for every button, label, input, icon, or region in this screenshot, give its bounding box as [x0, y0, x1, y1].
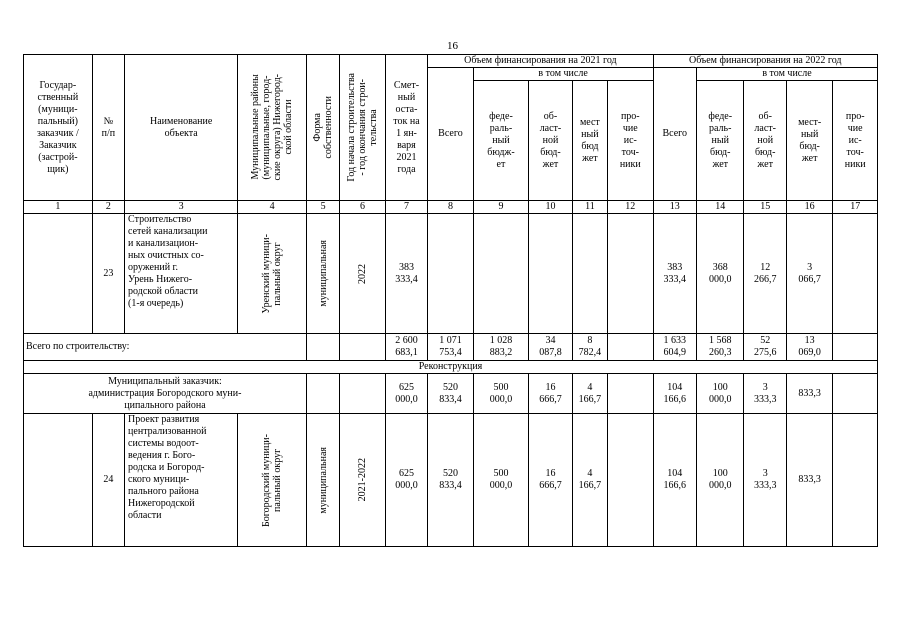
- cell-other-2022: [833, 374, 878, 414]
- cell-ownership: муниципальная: [306, 214, 339, 334]
- header-incl-2022: в том числе: [696, 68, 877, 81]
- cell-federal-2021: [473, 214, 529, 334]
- header-no: № п/п: [92, 55, 124, 201]
- cell-estimate: 2 600 683,1: [385, 334, 427, 361]
- cell-federal-2022: 100 000,0: [696, 414, 744, 547]
- header-federal-2021: феде- раль- ный бюдж- ет: [473, 81, 529, 201]
- cell-local-2021: 8 782,4: [572, 334, 607, 361]
- cell-estimate: 625 000,0: [385, 414, 427, 547]
- cell-district: Богородский муници- пальный округ: [238, 414, 307, 547]
- header-row-1: [24, 55, 878, 68]
- cell-other-2021: [608, 374, 653, 414]
- col-num: 6: [340, 201, 385, 214]
- col-num: 2: [92, 201, 124, 214]
- table-row-23: [24, 214, 878, 334]
- header-object-name: Наименование объекта: [125, 55, 238, 201]
- header-fin-2021: Объем финансирования на 2021 год: [428, 55, 653, 68]
- cell-federal-2022: 368 000,0: [696, 214, 744, 334]
- cell-other-2021: [608, 414, 653, 547]
- page-number: 16: [447, 40, 458, 52]
- cell-local-2022: 833,3: [786, 374, 832, 414]
- col-num: 9: [473, 201, 529, 214]
- cell-customer: [24, 414, 93, 547]
- cell-local-2021: 4 166,7: [572, 414, 607, 547]
- cell-federal-2022: 1 568 260,3: [696, 334, 744, 361]
- cell-regional-2021: 16 666,7: [529, 374, 572, 414]
- cell-years: 2022: [340, 214, 385, 334]
- financing-table: [23, 54, 878, 547]
- cell-regional-2021: 34 087,8: [529, 334, 572, 361]
- header-total-2022: Всего: [653, 68, 696, 201]
- cell-other-2022: [833, 334, 878, 361]
- header-total-2021: Всего: [428, 68, 473, 201]
- table-row-total-construction: [24, 334, 878, 361]
- cell-local-2021: 4 166,7: [572, 374, 607, 414]
- cell-regional-2022: 3 333,3: [744, 414, 786, 547]
- col-num: 15: [744, 201, 786, 214]
- col-num: 7: [385, 201, 427, 214]
- cell-federal-2021: 500 000,0: [473, 414, 529, 547]
- column-numbers-row: [24, 201, 878, 214]
- header-incl-2021: в том числе: [473, 68, 653, 81]
- col-num: 17: [833, 201, 878, 214]
- header-customer: Государ- ственный (муници- пальный) заказчик / Заказчик (застрой- щик): [24, 55, 93, 201]
- col-num: 3: [125, 201, 238, 214]
- cell-regional-2021: 16 666,7: [529, 414, 572, 547]
- cell-local-2022: 833,3: [786, 414, 832, 547]
- header-other-2021: про- чие ис- точ- ники: [608, 81, 653, 201]
- cell-total-2021: 1 071 753,4: [428, 334, 473, 361]
- col-num: 4: [238, 201, 307, 214]
- header-districts: Муниципальные районы (муниципальные, город- ские округа) Нижегород- ской области: [238, 55, 307, 201]
- cell-estimate: 383 333,4: [385, 214, 427, 334]
- cell-total-2021: 520 833,4: [428, 374, 473, 414]
- col-num: 11: [572, 201, 607, 214]
- cell-years: 2021-2022: [340, 414, 385, 547]
- col-num: 14: [696, 201, 744, 214]
- header-years: Год начала строительства - год окончания строи- тельства: [340, 55, 385, 201]
- header-federal-2022: феде- раль- ный бюд- жет: [696, 81, 744, 201]
- cell-federal-2021: 500 000,0: [473, 374, 529, 414]
- cell-regional-2022: 3 333,3: [744, 374, 786, 414]
- cell-total-2021: 520 833,4: [428, 414, 473, 547]
- cell-no: 23: [92, 214, 124, 334]
- cell-federal-2022: 100 000,0: [696, 374, 744, 414]
- cell-ownership: муниципальная: [306, 414, 339, 547]
- cell-total-2021: [428, 214, 473, 334]
- customer-label: Муниципальный заказчик: администрация Богородского муни- ципального района: [24, 374, 307, 414]
- col-num: 16: [786, 201, 832, 214]
- header-fin-2022: Объем финансирования на 2022 год: [653, 55, 877, 68]
- cell-local-2021: [572, 214, 607, 334]
- cell-total-2022: 104 166,6: [653, 414, 696, 547]
- cell-regional-2022: 52 275,6: [744, 334, 786, 361]
- cell-estimate: 625 000,0: [385, 374, 427, 414]
- cell-empty: [306, 334, 339, 361]
- cell-no: 24: [92, 414, 124, 547]
- cell-total-2022: 1 633 604,9: [653, 334, 696, 361]
- cell-district: Уренский муници- пальный округ: [238, 214, 307, 334]
- header-local-2022: мест- ный бюд- жет: [786, 81, 832, 201]
- cell-object-name: Строительство сетей канализации и канализацион- ных очистных со- оружений г. Урень Нижего- родской области (1-я очередь): [125, 214, 238, 334]
- header-other-2022: про- чие ис- точ- ники: [833, 81, 878, 201]
- cell-other-2022: [833, 414, 878, 547]
- table-row-24: [24, 414, 878, 547]
- cell-regional-2022: 12 266,7: [744, 214, 786, 334]
- header-regional-2022: об- ласт- ной бюд- жет: [744, 81, 786, 201]
- cell-customer: [24, 214, 93, 334]
- header-ownership: Форма собственности: [306, 55, 339, 201]
- col-num: 8: [428, 201, 473, 214]
- total-construction-label: Всего по строительству:: [24, 334, 307, 361]
- cell-total-2022: 383 333,4: [653, 214, 696, 334]
- cell-regional-2021: [529, 214, 572, 334]
- col-num: 5: [306, 201, 339, 214]
- cell-other-2022: [833, 214, 878, 334]
- table-row-customer: [24, 374, 878, 414]
- col-num: 12: [608, 201, 653, 214]
- cell-local-2022: 3 066,7: [786, 214, 832, 334]
- col-num: 1: [24, 201, 93, 214]
- cell-other-2021: [608, 334, 653, 361]
- col-num: 10: [529, 201, 572, 214]
- cell-federal-2021: 1 028 883,2: [473, 334, 529, 361]
- cell-object-name: Проект развития централизованной системы водоот- ведения г. Бого- родска и Богород- ского муници- пального района Нижегородской области: [125, 414, 238, 547]
- cell-empty: [340, 374, 385, 414]
- cell-empty: [340, 334, 385, 361]
- cell-total-2022: 104 166,6: [653, 374, 696, 414]
- cell-other-2021: [608, 214, 653, 334]
- cell-local-2022: 13 069,0: [786, 334, 832, 361]
- col-num: 13: [653, 201, 696, 214]
- header-local-2021: мест ный бюд жет: [572, 81, 607, 201]
- cell-empty: [306, 374, 339, 414]
- section-title: Реконструкция: [24, 361, 878, 374]
- header-estimate: Смет- ный оста- ток на 1 ян- варя 2021 года: [385, 55, 427, 201]
- header-regional-2021: об- ласт- ной бюд- жет: [529, 81, 572, 201]
- section-row-reconstruction: [24, 361, 878, 374]
